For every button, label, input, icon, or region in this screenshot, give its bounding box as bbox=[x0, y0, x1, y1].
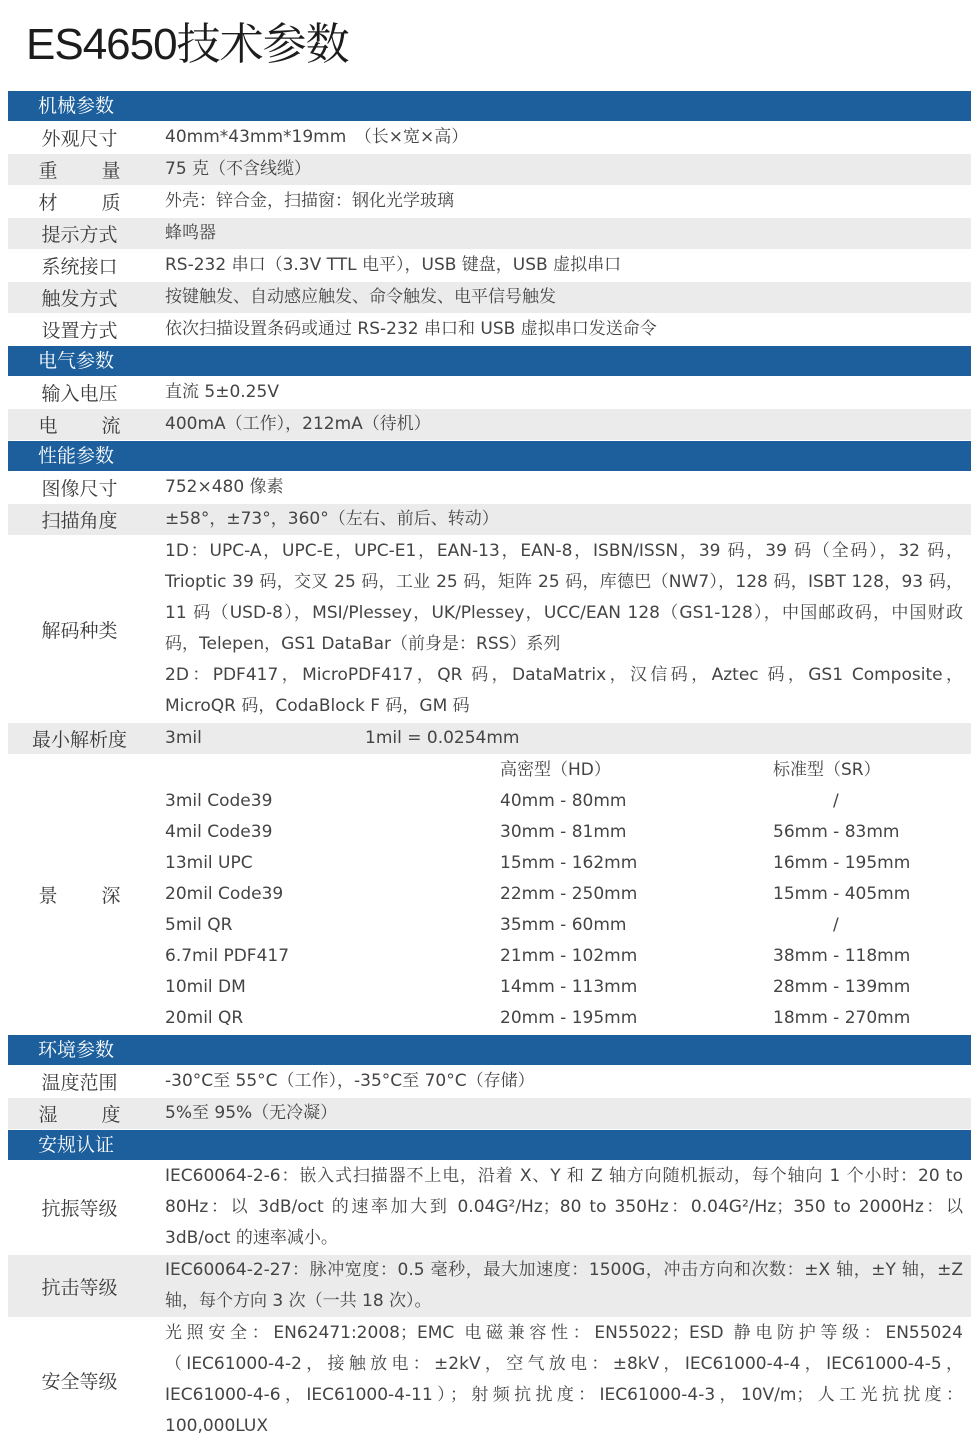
row-value: 外壳：锌合金，扫描窗：钢化光学玻璃 bbox=[165, 191, 454, 211]
row-label: 输入电压 bbox=[41, 383, 118, 405]
row-value: 752×480 像素 bbox=[165, 477, 284, 497]
spec-row-dimensions bbox=[8, 122, 971, 154]
row-label: 材质 bbox=[38, 192, 165, 214]
depth-table bbox=[151, 755, 971, 1034]
depth-sr-range: 18mm - 270mm bbox=[773, 1008, 911, 1028]
depth-hd-range: 35mm - 60mm bbox=[500, 915, 627, 935]
depth-hd-range: 30mm - 81mm bbox=[500, 822, 627, 842]
depth-hd-range: 21mm - 102mm bbox=[500, 946, 638, 966]
depth-code: 20mil Code39 bbox=[165, 884, 284, 904]
row-label: 设置方式 bbox=[41, 320, 118, 342]
row-value: RS-232 串口（3.3V TTL 电平），USB 键盘，USB 虚拟串口 bbox=[165, 255, 622, 275]
section-header-certification bbox=[8, 1130, 971, 1161]
row-label: 最小解析度 bbox=[31, 729, 127, 751]
row-value: 400mA（工作），212mA（待机） bbox=[165, 414, 431, 434]
decode-1d: 1D：UPC-A，UPC-E，UPC-E1，EAN-13，EAN-8，ISBN/ISSN，39 码，39 码（全码），32 码，Trioptic 39 码，交叉 25 码，工业 25 码，矩阵 25 码，库德巴（NW7），128 码，ISBT 128，93 码，11 码（USD-8），MSI/Plessey，UK/Plessey，UCC/EAN 128（GS1-128），中国邮政码，中国财政码，Telepen，GS1 DataBar（前身是：RSS）系列 bbox=[165, 541, 963, 654]
depth-hd-range: 14mm - 113mm bbox=[500, 977, 638, 997]
section-title: 机械参数 bbox=[38, 95, 115, 117]
row-value: 依次扫描设置条码或通过 RS-232 串口和 USB 虚拟串口发送命令 bbox=[165, 319, 657, 339]
row-label: 重量 bbox=[38, 160, 165, 182]
section-title: 安规认证 bbox=[38, 1134, 115, 1156]
depth-code: 6.7mil PDF417 bbox=[165, 946, 290, 966]
row-label: 湿度 bbox=[38, 1104, 165, 1126]
spec-row-setup bbox=[8, 314, 971, 346]
row-value: IEC60064-2-27：脉冲宽度：0.5 毫秒，最大加速度：1500G，冲击方向和次数：±X 轴，±Y 轴，±Z 轴，每个方向 3 次（一共 18 次）。 bbox=[165, 1260, 963, 1311]
row-label: 抗击等级 bbox=[41, 1276, 118, 1299]
row-value: IEC60064-2-6：嵌入式扫描器不上电，沿着 X、Y 和 Z 轴方向随机振动，每个轴向 1 个小时：20 to 80Hz：以 3dB/oct 的速率加大到 0.04G²/Hz；80 to 350Hz：0.04G²/Hz；350 to 2000Hz：以 3dB/oct 的速率减小。 bbox=[165, 1166, 963, 1248]
spec-row-scan-angle bbox=[8, 504, 971, 536]
spec-row-temperature bbox=[8, 1066, 971, 1098]
depth-sr-range: 56mm - 83mm bbox=[773, 822, 900, 842]
spec-table bbox=[8, 91, 971, 1443]
row-label: 抗振等级 bbox=[41, 1198, 118, 1220]
spec-row-humidity bbox=[8, 1098, 971, 1130]
depth-hd-range: 20mm - 195mm bbox=[500, 1008, 638, 1028]
depth-hd-range: 15mm - 162mm bbox=[500, 853, 638, 873]
spec-row-current bbox=[8, 409, 971, 441]
section-header-environment bbox=[8, 1035, 971, 1066]
row-label: 提示方式 bbox=[41, 224, 118, 246]
depth-header-hd: 高密型（HD） bbox=[500, 760, 611, 780]
row-value: 直流 5±0.25V bbox=[165, 382, 279, 402]
depth-sr-range: / bbox=[833, 915, 839, 935]
depth-header-blank bbox=[165, 755, 500, 786]
row-label: 触发方式 bbox=[41, 288, 118, 310]
depth-code: 3mil Code39 bbox=[165, 791, 273, 811]
row-label: 温度范围 bbox=[41, 1072, 118, 1094]
depth-code: 5mil QR bbox=[165, 915, 233, 935]
row-label: 解码种类 bbox=[41, 619, 118, 642]
row-value: -30°C至 55°C（工作），-35°C至 70°C（存储） bbox=[165, 1071, 535, 1091]
spec-row-min-resolution bbox=[8, 723, 971, 755]
spec-row-safety bbox=[8, 1318, 971, 1443]
spec-row-interface bbox=[8, 250, 971, 282]
spec-row-voltage bbox=[8, 377, 971, 409]
row-value: 5%至 95%（无冷凝） bbox=[165, 1103, 338, 1123]
spec-row-indicator bbox=[8, 218, 971, 250]
section-header-performance bbox=[8, 441, 971, 472]
row-label: 系统接口 bbox=[41, 256, 118, 278]
page-title: ES4650技术参数 bbox=[26, 20, 349, 69]
row-value: 光照安全：EN62471:2008；EMC 电磁兼容性：EN55022；ESD 静电防护等级：EN55024（IEC61000-4-2，接触放电：±2kV，空气放电：±8kV，IEC61000-4-4，IEC61000-4-5，IEC61000-4-6，IEC61000-4-11）；射频抗扰度：IEC61000-4-3，10V/m；人工光抗扰度：100,000LUX bbox=[165, 1323, 963, 1436]
spec-row-depth-of-field bbox=[8, 755, 971, 1035]
depth-sr-range: 28mm - 139mm bbox=[773, 977, 911, 997]
depth-hd-range: 40mm - 80mm bbox=[500, 791, 627, 811]
row-value bbox=[151, 536, 971, 722]
row-label: 电流 bbox=[38, 415, 165, 437]
depth-sr-range: 16mm - 195mm bbox=[773, 853, 911, 873]
depth-code: 10mil DM bbox=[165, 977, 246, 997]
depth-code: 4mil Code39 bbox=[165, 822, 273, 842]
section-title: 性能参数 bbox=[38, 445, 115, 467]
spec-row-vibration bbox=[8, 1161, 971, 1255]
spec-row-shock bbox=[8, 1255, 971, 1318]
row-label: 图像尺寸 bbox=[41, 478, 118, 500]
min-resolution-value: 3mil bbox=[165, 728, 202, 748]
row-value bbox=[151, 723, 971, 754]
depth-sr-range: 15mm - 405mm bbox=[773, 884, 911, 904]
row-value: 蜂鸣器 bbox=[165, 223, 216, 243]
row-label: 景深 bbox=[38, 885, 165, 907]
depth-sr-range: / bbox=[833, 791, 839, 811]
depth-hd-range: 22mm - 250mm bbox=[500, 884, 638, 904]
section-title: 环境参数 bbox=[38, 1039, 115, 1061]
row-value: 40mm*43mm*19mm （长×宽×高） bbox=[165, 127, 469, 147]
spec-row-weight bbox=[8, 154, 971, 186]
spec-row-trigger bbox=[8, 282, 971, 314]
row-label: 安全等级 bbox=[41, 1370, 118, 1393]
decode-2d: 2D：PDF417，MicroPDF417，QR 码，DataMatrix，汉信码，Aztec 码，GS1 Composite，MicroQR 码，CodaBlock F 码，GM 码 bbox=[165, 665, 963, 716]
row-value: 75 克（不含线缆） bbox=[165, 159, 312, 179]
mil-conversion-note: 1mil = 0.0254mm bbox=[365, 728, 520, 748]
row-label: 外观尺寸 bbox=[41, 128, 118, 150]
depth-grid bbox=[165, 755, 963, 1034]
row-label: 扫描角度 bbox=[41, 510, 118, 532]
depth-header-sr: 标准型（SR） bbox=[773, 760, 881, 780]
depth-sr-range: 38mm - 118mm bbox=[773, 946, 911, 966]
section-title: 电气参数 bbox=[38, 350, 115, 372]
depth-code: 20mil QR bbox=[165, 1008, 244, 1028]
row-value: ±58°，±73°，360°（左右、前后、转动） bbox=[165, 509, 499, 529]
spec-row-decode bbox=[8, 536, 971, 723]
row-value: 按键触发、自动感应触发、命令触发、电平信号触发 bbox=[165, 287, 556, 307]
section-header-mechanical bbox=[8, 91, 971, 122]
spec-row-image-size bbox=[8, 472, 971, 504]
depth-code: 13mil UPC bbox=[165, 853, 253, 873]
section-header-electrical bbox=[8, 346, 971, 377]
spec-row-material bbox=[8, 186, 971, 218]
